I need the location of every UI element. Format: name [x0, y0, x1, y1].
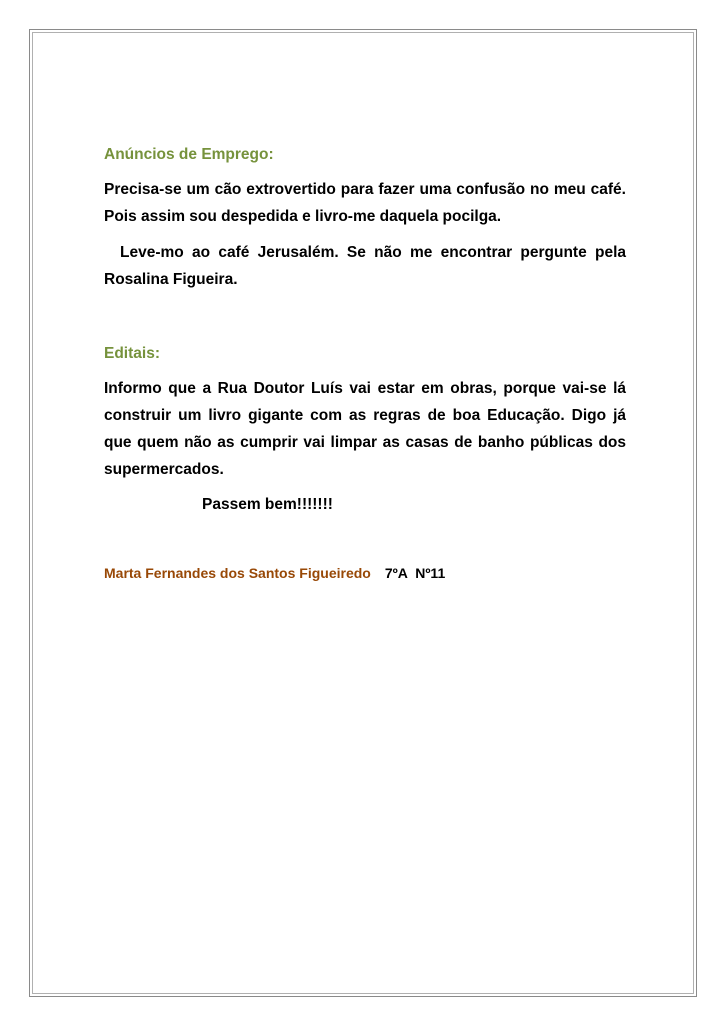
signature-line	[104, 563, 626, 583]
section-heading-job-ads: Anúncios de Emprego:	[104, 146, 274, 163]
job-ad-paragraph-2: Leve-mo ao café Jerusalém. Se não me encontrar pergunte pela Rosalina Figueira.	[104, 244, 626, 288]
section-heading-edicts: Editais:	[104, 345, 160, 362]
section-edicts	[104, 344, 626, 518]
author-name: Marta Fernandes dos Santos Figueiredo	[104, 565, 371, 581]
edict-paragraph: Informo que a Rua Doutor Luís vai estar em obras, porque vai-se lá construir um livro gigante com as regras de boa Educação. Digo já que quem não as cumprir vai limpar as casas de banho públicas dos supermercados.	[104, 380, 626, 478]
section-job-ads	[104, 145, 626, 293]
closing-line: Passem bem!!!!!!!	[202, 496, 333, 513]
document-body	[104, 140, 626, 583]
job-ad-paragraph-1: Precisa-se um cão extrovertido para fazer uma confusão no meu café. Pois assim sou despedida e livro-me daquela pocilga.	[104, 181, 626, 225]
class-number: 7ºA Nº11	[384, 565, 446, 581]
